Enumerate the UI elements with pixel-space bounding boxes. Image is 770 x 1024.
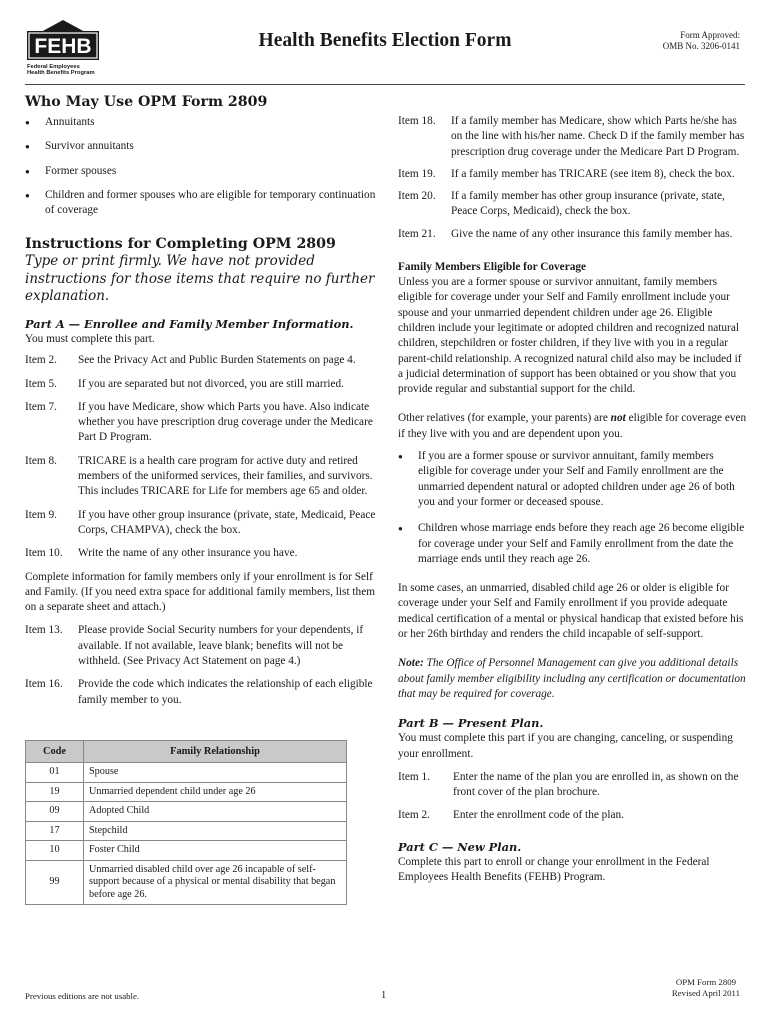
who-list xyxy=(25,115,385,218)
footer-form-number: OPM Form 2809 xyxy=(675,977,737,987)
relationship-cell: Adopted Child xyxy=(84,802,347,822)
item-text: Provide the code which indicates the relationship of each eligible family member to you. xyxy=(78,678,373,706)
who-bullet: ● Annuitants xyxy=(25,115,385,130)
relationship-cell: Foster Child xyxy=(84,841,347,861)
item-number: Item 7. xyxy=(25,400,57,413)
who-may-use-heading: Who May Use OPM Form 2809 xyxy=(25,94,268,110)
instruction-item xyxy=(25,454,385,500)
eligible-bullet: ● If you are a former spouse or survivor annuitant, family members eligible for coverage under your Self and Family enrollment are the unmarried dependent natural or adopted children under age 26 of both you and your former or deceased spouse. xyxy=(398,449,748,510)
approval-line-1: Form Approved: xyxy=(680,30,740,40)
eligible-paragraph-3: In some cases, an unmarried, disabled child age 26 or older is eligible for coverage under your Self and Family enrollment if you provide adequate medical certification of a mental or physical handicap that existed before his or her 26th birthday and renders the child incapable of self-support. xyxy=(398,582,744,641)
table-row xyxy=(26,860,347,905)
form-approval xyxy=(663,30,740,52)
part-a-items-2 xyxy=(25,623,385,707)
who-bullet: ● Survivor annuitants xyxy=(25,139,385,154)
relationship-cell: Stepchild xyxy=(84,821,347,841)
eligible-bullets xyxy=(398,449,748,567)
column-header-relationship: Family Relationship xyxy=(84,741,347,763)
opm-note xyxy=(398,656,748,702)
item-number: Item 20. xyxy=(398,190,436,203)
family-members-note: Complete information for family members only if your enrollment is for Self and Family. (If you need extra space for additional family members, list them on a separate sheet and attach.) xyxy=(25,570,375,614)
instruction-item xyxy=(25,546,385,561)
item-number: Item 13. xyxy=(25,624,63,637)
code-cell: 01 xyxy=(26,763,84,783)
instruction-item xyxy=(398,808,748,823)
instruction-item xyxy=(25,508,385,539)
item-text: See the Privacy Act and Public Burden Statements on page 4. xyxy=(78,354,356,367)
instruction-item xyxy=(398,114,748,160)
item-text: Enter the enrollment code of the plan. xyxy=(453,809,624,822)
header-divider xyxy=(25,84,745,85)
instruction-item xyxy=(398,227,748,242)
item-text: If you have Medicare, show which Parts you have. Also indicate whether you have prescription drug coverage under the Medicare Part D Program. xyxy=(78,400,373,444)
item-text: Enter the name of the plan you are enrolled in, as shown on the front cover of the plan brochure. xyxy=(453,770,739,799)
part-a-items xyxy=(25,353,385,561)
item-text: If a family member has Medicare, show which Parts he/she has on the line with his/her name. Check D if the family member has prescription drug coverage under the Medicare Part D Program. xyxy=(451,115,745,158)
instruction-item xyxy=(398,189,748,220)
who-bullet: ● Former spouses xyxy=(25,164,385,179)
eligible-coverage-heading: Family Members Eligible for Coverage xyxy=(398,261,587,274)
right-column xyxy=(398,114,748,885)
item-number: Item 18. xyxy=(398,115,436,127)
table-row xyxy=(26,821,347,841)
table-row xyxy=(26,782,347,802)
code-cell: 10 xyxy=(26,841,84,861)
logo-caption-2: Health Benefits Program xyxy=(27,70,95,76)
para2-text-a: Other relatives (for example, your parents) are xyxy=(398,412,611,425)
relationship-cell: Spouse xyxy=(84,763,347,783)
code-cell: 17 xyxy=(26,821,84,841)
table-row xyxy=(26,841,347,861)
page-number: 1 xyxy=(381,990,387,1001)
item-number: Item 21. xyxy=(398,227,436,240)
instruction-item xyxy=(25,353,385,368)
para2-emphasis: not xyxy=(610,412,626,425)
column-header-code: Code xyxy=(26,741,84,763)
instruction-item xyxy=(25,677,385,708)
part-c-heading: Part C — New Plan. xyxy=(398,839,522,854)
note-text: The Office of Personnel Management can give you additional details about family member eligibility including any certification or documentation that may be required for coverage. xyxy=(398,657,746,700)
form-title: Health Benefits Election Form xyxy=(258,30,512,51)
approval-omb-number: OMB No. 3206-0141 xyxy=(662,41,740,51)
instructions-heading: Instructions for Completing OPM 2809 xyxy=(25,236,336,253)
item-number: Item 10. xyxy=(25,547,63,560)
item-text: If you have other group insurance (private, state, Medicaid, Peace Corps, CHAMPVA), check the box. xyxy=(78,508,376,536)
item-number: Item 16. xyxy=(25,678,63,691)
para2-text-b: eligible for coverage even if they live with you and are dependent upon you. xyxy=(398,412,747,440)
part-b-items xyxy=(398,770,748,824)
item-text: Please provide Social Security numbers for your dependents, if available. If not available, leave blank; benefits will not be withheld. (See Privacy Act Statement on page 4.) xyxy=(78,624,364,668)
instruction-item xyxy=(25,377,385,392)
item-number: Item 5. xyxy=(25,377,57,390)
code-cell: 19 xyxy=(26,782,84,802)
item-text: TRICARE is a health care program for active duty and retired members of the uniformed services, their families, and survivors. This includes TRICARE for Life for members age 65 and older. xyxy=(78,454,373,498)
eligible-bullet: ● Children whose marriage ends before they reach age 26 become eligible for coverage under your Self and Family enrollment from the date the marriage ends until they reach age 26. xyxy=(398,521,748,567)
item-number: Item 8. xyxy=(25,454,57,467)
table-header-row xyxy=(26,741,347,763)
eligible-paragraph-1: Unless you are a former spouse or survivor annuitant, family members eligible for coverage under your Self and Family enrollment include your spouse and your unmarried dependent children under age 26. Eligible children include your legitimate or adopted children and recognized natural children, stepchildren or foster children, if they live with you in a regular parent-child relationship. A recognized natural child also may be included if a judicial determination of support has been obtained or you show that you provide regular and substantial support for the child. xyxy=(398,276,742,396)
code-cell: 09 xyxy=(26,802,84,822)
item-number: Item 9. xyxy=(25,508,57,521)
part-b-heading: Part B — Present Plan. xyxy=(398,716,544,731)
item-text: If a family member has TRICARE (see item 8), check the box. xyxy=(451,167,735,180)
footer-edition-note: Previous editions are not usable. xyxy=(25,991,140,1001)
relationship-cell: Unmarried dependent child under age 26 xyxy=(84,782,347,802)
who-bullet: ● Children and former spouses who are eligible for temporary continuation of coverage xyxy=(25,188,385,219)
part-c-intro: Complete this part to enroll or change your enrollment in the Federal Employees Health Benefits (FEHB) Program. xyxy=(398,855,710,883)
note-label: Note: xyxy=(398,657,424,670)
code-cell: 99 xyxy=(26,860,84,905)
instruction-item xyxy=(398,167,748,182)
right-items xyxy=(398,114,748,242)
item-text: If a family member has other group insurance (private, state, Peace Corps, Medicaid), check the box. xyxy=(451,190,725,218)
eligible-paragraph-2 xyxy=(398,411,748,442)
part-a-heading: Part A — Enrollee and Family Member Information. xyxy=(25,316,354,331)
left-column xyxy=(25,94,385,708)
table-row xyxy=(26,802,347,822)
part-b-intro: You must complete this part if you are changing, canceling, or suspending your enrollment. xyxy=(398,732,733,760)
footer-form-info xyxy=(672,977,740,999)
footer-revised-date: Revised April 2011 xyxy=(671,988,740,998)
relationship-cell: Unmarried disabled child over age 26 incapable of self-support because of a physical or mental disability that began before age 26. xyxy=(84,860,347,905)
item-number: Item 2. xyxy=(398,809,430,822)
logo-text: FEHB xyxy=(34,35,92,58)
item-number: Item 2. xyxy=(25,354,57,367)
instruction-item xyxy=(398,770,748,801)
instruction-item xyxy=(25,623,385,669)
item-text: If you are separated but not divorced, you are still married. xyxy=(78,377,345,390)
instructions-italic-note: Type or print firmly. We have not provided instructions for those items that require no further explanation. xyxy=(25,253,375,305)
item-number: Item 19. xyxy=(398,167,436,180)
relationship-code-table xyxy=(25,740,347,905)
item-text: Write the name of any other insurance you have. xyxy=(78,547,298,560)
part-a-intro: You must complete this part. xyxy=(25,332,155,345)
instruction-item xyxy=(25,400,385,446)
logo-caption-1: Federal Employees xyxy=(27,64,80,70)
item-text: Give the name of any other insurance this family member has. xyxy=(451,227,733,240)
table-row xyxy=(26,763,347,783)
item-number: Item 1. xyxy=(398,770,430,783)
